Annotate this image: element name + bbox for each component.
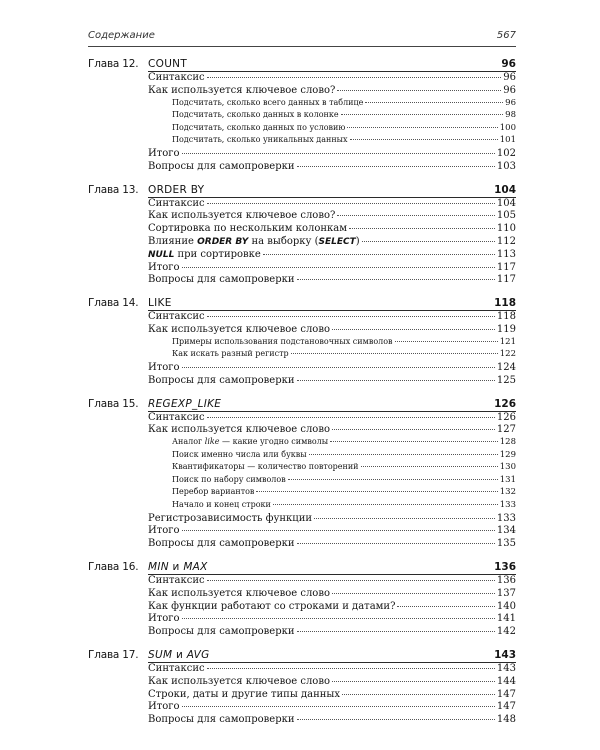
chapter-17: [88, 647, 516, 727]
toc-subentry: Перебор вариантов 132: [172, 487, 516, 498]
chapter-title: SUM и AVG: [148, 649, 210, 662]
toc-entry: Синтаксис 118: [148, 311, 516, 323]
toc-entry: Как используется ключевое слово? 96: [148, 84, 516, 96]
chapter-13: [88, 182, 516, 288]
chapter-12: [88, 56, 516, 174]
chapter-heading: [88, 182, 516, 198]
toc-entry: Как используется ключевое слово 144: [148, 675, 516, 687]
toc-entry: Синтаксис 104: [148, 197, 516, 209]
toc-entry: Вопросы для самопроверки 142: [148, 626, 516, 638]
chapter-number: Глава 15.: [88, 397, 139, 410]
chapter-number: Глава 17.: [88, 649, 139, 662]
toc-entry: Регистрозависимость функции 133: [148, 512, 516, 524]
chapter-page: 104: [494, 183, 516, 196]
toc-entry: Синтаксис 96: [148, 72, 516, 83]
toc-entry: Итого 141: [148, 613, 516, 625]
toc-entry: Итого 102: [148, 147, 516, 159]
toc-entry: Вопросы для самопроверки 117: [148, 274, 516, 286]
toc-subentry: Как искать разный регистр 122: [172, 349, 516, 360]
toc-entry: Вопросы для самопроверки 125: [148, 374, 516, 386]
chapter-heading: [88, 295, 516, 311]
chapter-page: 143: [494, 649, 516, 662]
toc-entry: Сортировка по нескольким колонкам 110: [148, 223, 516, 235]
chapter-title: COUNT: [148, 58, 188, 70]
toc-entry: Итого 147: [148, 701, 516, 713]
toc-subentry: Квантификаторы — количество повторений 130: [172, 462, 516, 473]
toc-entry: Вопросы для самопроверки 148: [148, 714, 516, 726]
toc-entry: Итого 124: [148, 361, 516, 373]
toc-subentry: Подсчитать, сколько данных в колонке 98: [172, 110, 516, 121]
toc-entry: Итого 134: [148, 525, 516, 537]
toc-entry: Как используется ключевое слово 119: [148, 323, 516, 335]
toc-entry: Влияние ORDER BY на выборку (SELECT) 112: [148, 235, 516, 247]
toc-subentry: Поиск по набору символов 131: [172, 474, 516, 485]
chapter-heading: [88, 647, 516, 663]
chapter-15: [88, 396, 516, 552]
toc-entry: Синтаксис 126: [148, 411, 516, 423]
toc-subentry: Начало и конец строки 133: [172, 500, 516, 511]
header-page-number: 567: [496, 30, 516, 41]
chapter-page: 118: [494, 297, 516, 310]
chapter-title: REGEXP_LIKE: [148, 397, 222, 410]
chapter-number: Глава 12.: [88, 58, 139, 70]
chapter-title: ORDER BY: [148, 183, 205, 196]
toc-subentry: Поиск именно числа или буквы 129: [172, 449, 516, 460]
toc-entry: Как используется ключевое слово? 105: [148, 210, 516, 222]
toc-entry: Как используется ключевое слово 137: [148, 587, 516, 599]
running-header: [88, 30, 516, 47]
chapter-14: [88, 295, 516, 387]
table-of-contents: [88, 56, 516, 727]
toc-entry: Строки, даты и другие типы данных 147: [148, 688, 516, 700]
chapter-number: Глава 13.: [88, 183, 139, 196]
chapter-heading: [88, 559, 516, 575]
chapter-heading: [88, 396, 516, 412]
chapter-page: 126: [494, 397, 516, 410]
chapter-number: Глава 16.: [88, 561, 139, 574]
toc-subentry: Подсчитать, сколько уникальных данных 101: [172, 135, 516, 146]
chapter-page: 136: [494, 561, 516, 574]
chapter-heading: [88, 56, 516, 72]
toc-subentry: Аналог like — какие угодно символы 128: [172, 437, 516, 448]
chapter-number: Глава 14.: [88, 297, 139, 310]
toc-entry: Синтаксис 143: [148, 663, 516, 675]
toc-subentry: Подсчитать, сколько данных по условию 100: [172, 122, 516, 133]
chapter-title: MIN и MAX: [148, 561, 208, 574]
toc-subentry: Подсчитать, сколько всего данных в таблице 96: [172, 97, 516, 108]
toc-entry: Итого 117: [148, 261, 516, 273]
toc-entry: NULL при сортировке 113: [148, 248, 516, 260]
chapter-16: [88, 559, 516, 639]
toc-subentry: Примеры использования подстановочных символов 121: [172, 336, 516, 347]
chapter-title: LIKE: [148, 297, 172, 310]
toc-entry: Вопросы для самопроверки 103: [148, 160, 516, 172]
toc-entry: Синтаксис 136: [148, 575, 516, 587]
header-title: Содержание: [88, 30, 155, 41]
toc-entry: Вопросы для самопроверки 135: [148, 538, 516, 550]
toc-entry: Как функции работают со строками и датами? 140: [148, 600, 516, 612]
chapter-page: 96: [501, 58, 516, 70]
toc-entry: Как используется ключевое слово 127: [148, 424, 516, 436]
